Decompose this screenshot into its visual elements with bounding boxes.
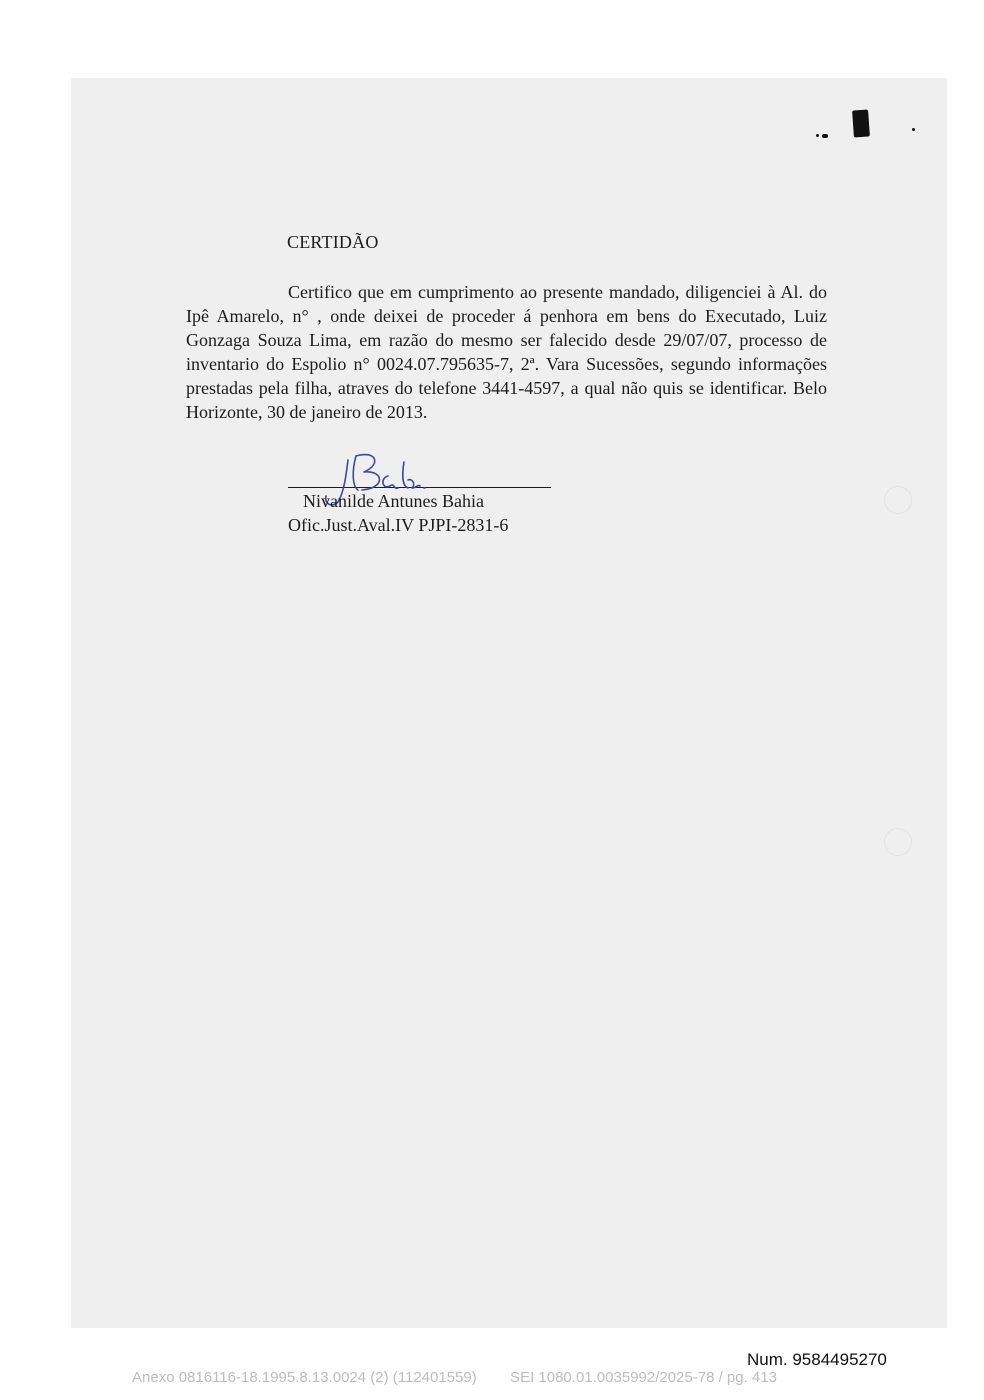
- certificate-heading: CERTIDÃO: [287, 232, 379, 252]
- signer-title: Ofic.Just.Aval.IV PJPI-2831-6: [288, 515, 509, 535]
- scan-smudge-small: [822, 134, 828, 138]
- annex-reference: Anexo 0816116-18.1995.8.13.0024 (2) (112401559) SEI 1080.01.0035992/2025-78 / pg. 413: [132, 1369, 777, 1386]
- scan-smudge-dot: [816, 134, 819, 137]
- signer-name: Nivanilde Antunes Bahia: [303, 491, 484, 511]
- scan-hole-mark-upper: [884, 486, 912, 514]
- scan-smudge-large: [852, 109, 870, 137]
- certificate-body: Certifico que em cumprimento ao presente mandado, diligenciei à Al. do Ipê Amarelo, n° , onde deixei de proceder á penhora em bens do Executado, Luiz Gonzaga Souza Lima, em razão do mesmo ser falecido desde 29/07/07, processo de inventario do Espolio n° 0024.07.795635-7, 2ª. Vara Sucessões, segundo informações prestadas pela filha, atraves do telefone 3441-4597, a qual não quis se identificar. Belo Horizonte, 30 de janeiro de 2013.: [186, 282, 827, 422]
- scanned-page: [71, 78, 947, 1328]
- document-number: Num. 9584495270: [747, 1350, 887, 1369]
- scan-hole-mark-lower: [884, 828, 912, 856]
- scan-smudge-dot-right: [912, 128, 915, 131]
